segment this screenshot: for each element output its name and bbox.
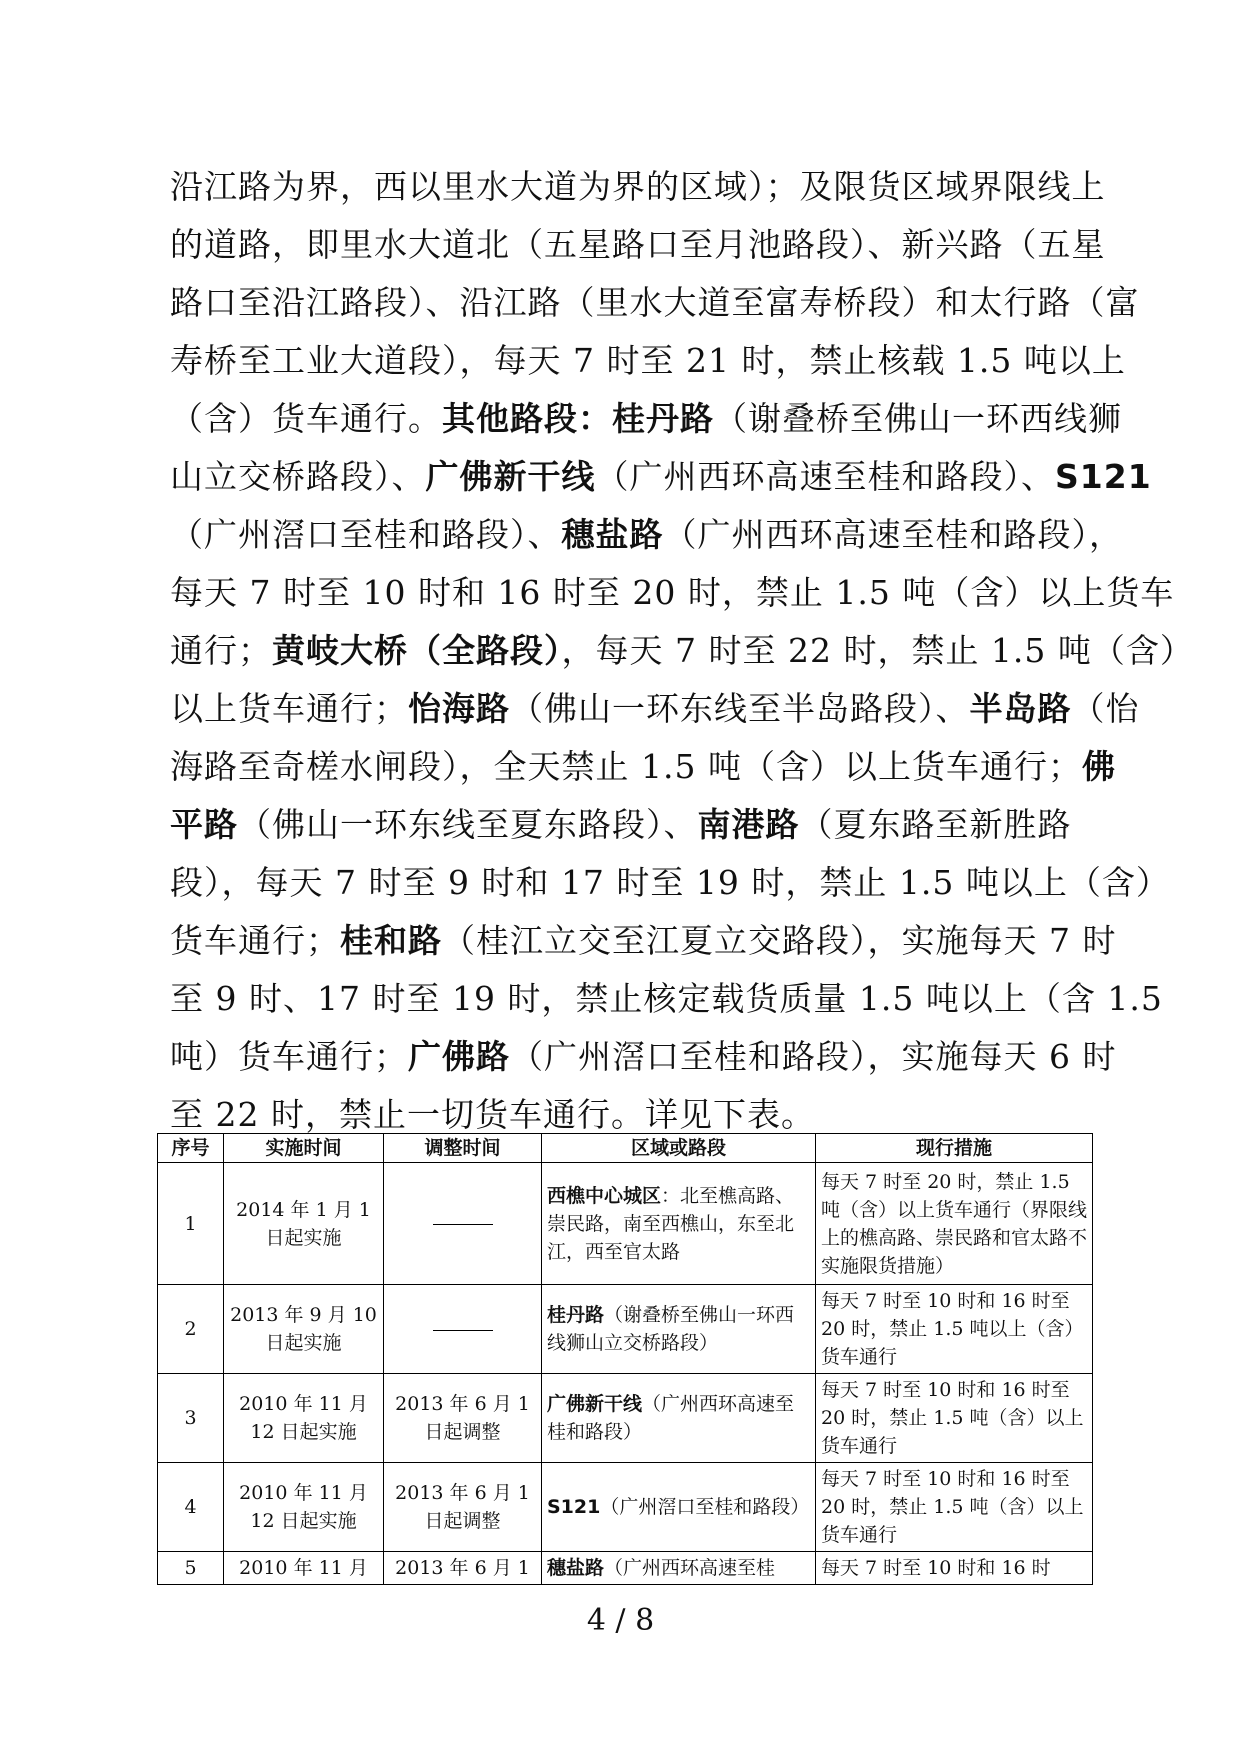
paragraph-text: （桂江立交至江夏立交路段），实施每天 7 时 <box>442 921 1117 960</box>
cell-adjust-time: 2013 年 6 月 1 日起调整 <box>384 1463 542 1552</box>
paragraph-text: 段），每天 7 时至 9 时和 17 时至 19 时，禁止 1.5 吨以上（含） <box>170 863 1170 902</box>
paragraph-text: （怡 <box>1071 689 1140 728</box>
paragraph-text: （广州滘口至桂和路段）、 <box>170 515 562 554</box>
cell-measure: 每天 7 时至 10 时和 16 时至 20 时，禁止 1.5 吨（含）以上货车通行 <box>816 1374 1093 1463</box>
paragraph-line <box>170 738 1116 796</box>
header-adjust-time: 调整时间 <box>384 1134 542 1163</box>
cell-region <box>542 1463 816 1552</box>
cell-adjust-time: 2013 年 6 月 1 日起调整 <box>384 1374 542 1463</box>
cell-no: 2 <box>158 1285 224 1374</box>
cell-no: 3 <box>158 1374 224 1463</box>
paragraph-text: 每天 7 时至 10 时和 16 时至 20 时，禁止 1.5 吨（含）以上货车 <box>170 573 1175 612</box>
paragraph-text: 海路至奇槎水闸段），全天禁止 1.5 吨（含）以上货车通行； <box>170 747 1082 786</box>
cell-region <box>542 1374 816 1463</box>
region-detail: ：北至樵高路、崇民路，南至西樵山，东至北江，西至官太路 <box>547 1184 795 1263</box>
paragraph-text: 路口至沿江路段）、沿江路（里水大道至富寿桥段）和太行路（富 <box>170 283 1140 322</box>
cell-impl-time: 2010 年 11 月 12 日起实施 <box>224 1463 384 1552</box>
bold-road-name: 桂和路 <box>340 921 442 960</box>
empty-dash <box>433 1330 493 1331</box>
paragraph-text: （广州滘口至桂和路段），实施每天 6 时 <box>510 1037 1117 1076</box>
bold-road-name: 广佛路 <box>408 1037 510 1076</box>
table-row <box>158 1374 1093 1463</box>
table-row <box>158 1552 1093 1585</box>
region-name: 广佛新干线 <box>547 1393 643 1415</box>
paragraph-text: 通行； <box>170 631 272 670</box>
bold-road-name: 南港路 <box>697 805 800 844</box>
cell-measure: 每天 7 时至 20 时，禁止 1.5 吨（含）以上货车通行（界限线上的樵高路、崇民路和官太路不实施限货措施） <box>816 1163 1093 1285</box>
paragraph-line <box>170 796 1090 854</box>
cell-no: 5 <box>158 1552 224 1585</box>
region-name: 桂丹路 <box>547 1304 605 1326</box>
body-paragraph <box>170 158 1194 1144</box>
header-region: 区域或路段 <box>542 1134 816 1163</box>
paragraph-text: 吨）货车通行； <box>170 1037 408 1076</box>
header-measure: 现行措施 <box>816 1134 1093 1163</box>
paragraph-text: （广州西环高速至桂和路段）， <box>663 515 1123 554</box>
paragraph-text: 货车通行； <box>170 921 340 960</box>
paragraph-text: （佛山一环东线至夏东路段）、 <box>238 805 698 844</box>
bold-road-name: 其他路段： <box>442 399 612 438</box>
region-detail: （谢叠桥至佛山一环西线狮山立交桥路段） <box>547 1304 795 1354</box>
region-detail: （广州西环高速至桂 <box>604 1557 776 1579</box>
bold-road-name: 穗盐路 <box>561 515 664 554</box>
cell-impl-time: 2013 年 9 月 10 日起实施 <box>224 1285 384 1374</box>
paragraph-text: 寿桥至工业大道段），每天 7 时至 21 时，禁止核载 1.5 吨以上 <box>170 341 1126 380</box>
paragraph-text: 至 9 时、17 时至 19 时，禁止核定载货质量 1.5 吨以上（含 1.5 <box>170 979 1163 1018</box>
paragraph-line <box>170 680 1140 738</box>
bold-road-name: S121 <box>1055 457 1152 496</box>
paragraph-line <box>170 448 1152 506</box>
bold-road-name: 怡海路 <box>408 689 510 728</box>
cell-adjust-time: 2013 年 6 月 1 <box>384 1552 542 1585</box>
cell-measure: 每天 7 时至 10 时和 16 时至 20 时，禁止 1.5 吨（含）以上货车通行 <box>816 1463 1093 1552</box>
paragraph-line <box>170 274 1140 332</box>
cell-adjust-time <box>384 1163 542 1285</box>
paragraph-line <box>170 912 1117 970</box>
region-name: 西樵中心城区 <box>547 1184 662 1207</box>
paragraph-line <box>170 390 1122 448</box>
table-row <box>158 1285 1093 1374</box>
paragraph-line <box>170 854 1170 912</box>
paragraph-line <box>170 332 1126 390</box>
bold-road-name: 桂丹路 <box>612 399 714 438</box>
paragraph-line <box>170 1028 1117 1086</box>
cell-impl-time: 2010 年 11 月 12 日起实施 <box>224 1374 384 1463</box>
paragraph-line <box>170 216 1106 274</box>
paragraph-line <box>170 564 1175 622</box>
paragraph-text: （广州西环高速至桂和路段）、 <box>595 457 1055 496</box>
paragraph-text: 的道路，即里水大道北（五星路口至月池路段）、新兴路（五星 <box>170 225 1106 264</box>
cell-impl-time: 2010 年 11 月 <box>224 1552 384 1585</box>
bold-road-name: 佛 <box>1081 747 1116 786</box>
paragraph-line <box>170 622 1194 680</box>
bold-road-name: 半岛路 <box>969 689 1072 728</box>
cell-measure: 每天 7 时至 10 时和 16 时 <box>816 1552 1093 1585</box>
cell-region <box>542 1163 816 1285</box>
cell-no: 1 <box>158 1163 224 1285</box>
paragraph-text: 至 22 时，禁止一切货车通行。详见下表。 <box>170 1095 815 1134</box>
paragraph-line <box>170 158 1106 216</box>
cell-region <box>542 1552 816 1585</box>
cell-region <box>542 1285 816 1374</box>
restriction-table <box>157 1133 1093 1585</box>
region-detail: （广州滘口至桂和路段） <box>600 1496 810 1518</box>
bold-road-name: 平路 <box>170 805 238 844</box>
region-name: S121 <box>547 1496 601 1518</box>
cell-adjust-time <box>384 1285 542 1374</box>
page-indicator: 4 / 8 <box>586 1603 655 1638</box>
header-impl-time: 实施时间 <box>224 1134 384 1163</box>
cell-no: 4 <box>158 1463 224 1552</box>
paragraph-text: （谢叠桥至佛山一环西线狮 <box>714 399 1122 438</box>
region-detail: （广州西环高速至桂和路段） <box>547 1393 795 1443</box>
region-name: 穗盐路 <box>547 1557 605 1579</box>
bold-road-name: 黄岐大桥（全路段） <box>272 631 562 670</box>
table-row <box>158 1163 1093 1285</box>
paragraph-line <box>170 970 1163 1028</box>
table-row <box>158 1463 1093 1552</box>
paragraph-text: （佛山一环东线至半岛路段）、 <box>510 689 970 728</box>
cell-measure: 每天 7 时至 10 时和 16 时至 20 时，禁止 1.5 吨以上（含）货车通行 <box>816 1285 1093 1374</box>
paragraph-text: 沿江路为界，西以里水大道为界的区域）；及限货区域界限线上 <box>170 167 1106 206</box>
header-no: 序号 <box>158 1134 224 1163</box>
paragraph-text: （含）货车通行。 <box>170 399 442 438</box>
paragraph-text: （夏东路至新胜路 <box>799 805 1072 844</box>
paragraph-text: 以上货车通行； <box>170 689 408 728</box>
paragraph-text: 山立交桥路段）、 <box>170 457 426 496</box>
cell-impl-time: 2014 年 1 月 1 日起实施 <box>224 1163 384 1285</box>
bold-road-name: 广佛新干线 <box>425 457 596 496</box>
paragraph-line <box>170 506 1123 564</box>
table-header-row <box>158 1134 1093 1163</box>
paragraph-text: ，每天 7 时至 22 时，禁止 1.5 吨（含） <box>561 631 1194 670</box>
empty-dash <box>433 1224 493 1225</box>
